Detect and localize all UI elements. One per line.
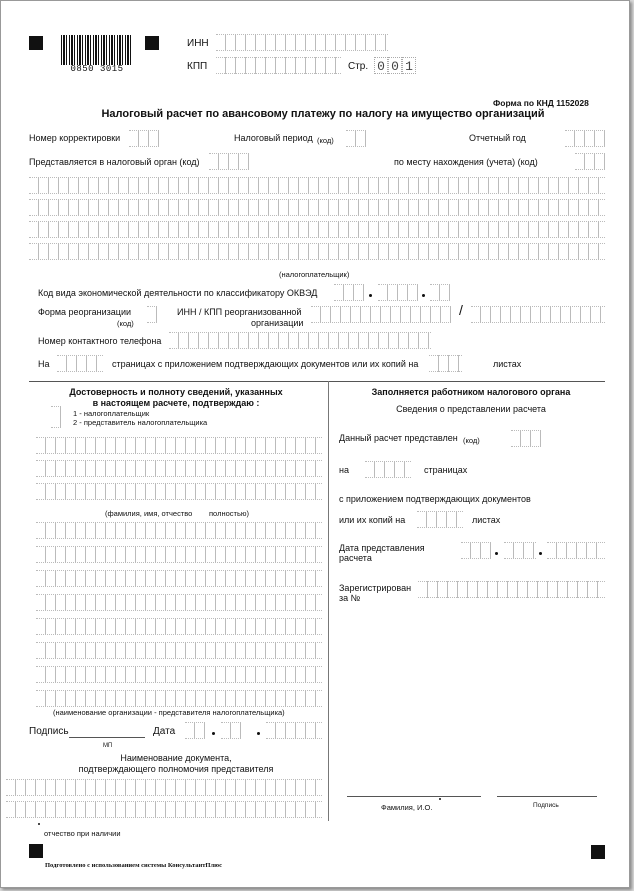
reorg-code-caption: (код) [117,319,134,328]
page-digit: 0 [388,57,402,74]
submit-date-day[interactable] [461,542,491,559]
page-number-field[interactable] [374,57,416,74]
slash-separator: / [459,302,463,318]
barcode-number: 0850 3015 [70,64,124,74]
year-field[interactable] [565,130,605,147]
pages-count-field[interactable] [57,355,103,372]
kpp-label: КПП [187,61,208,72]
on-label: На [38,359,50,369]
reorg-form-field[interactable] [147,306,157,323]
reorg-inn-field[interactable] [311,306,451,323]
taxpayer-name-row[interactable] [29,221,605,238]
fio-signature-line[interactable] [347,796,481,797]
section-divider [29,381,605,382]
doc-name-row[interactable] [6,779,322,796]
corner-marker-top-right [145,36,159,50]
okved-label: Код вида экономической деятельности по классификатору ОКВЭД [38,288,318,298]
fio-caption: (фамилия, имя, отчество [105,509,193,518]
page-label: Стр. [348,61,369,72]
org-name-row[interactable] [36,618,322,635]
submitted-label: Данный расчет представлен [339,433,458,443]
doc-name-row[interactable] [6,801,322,818]
barcode-image [61,35,133,65]
org-name-row[interactable] [36,522,322,539]
taxpayer-name-row[interactable] [29,199,605,216]
sheets-label: листах [493,359,522,369]
org-name-row[interactable] [36,690,322,707]
or-copies-label: или их копий на [339,515,406,525]
correction-field[interactable] [129,130,159,147]
org-name-row[interactable] [36,546,322,563]
okved-field-1[interactable] [334,284,364,301]
with-docs-label: с приложением подтверждающих документов [339,494,531,504]
kpp-field[interactable] [216,57,341,74]
registered-label: Зарегистрирован [339,583,412,593]
right-pages-label: страницах [424,465,468,475]
right-sheets-label: листах [472,515,501,525]
column-divider [328,381,329,821]
taxpayer-caption: (налогоплательщик) [279,270,350,279]
right-pages-field[interactable] [365,461,411,478]
period-label: Налоговый период [234,133,313,143]
fio-row[interactable] [36,483,322,500]
mp-label: МП [103,743,113,749]
org-name-row[interactable] [36,642,322,659]
phone-label: Номер контактного телефона [38,336,162,346]
org-caption: (наименование организации - представителя налогоплательщика) [53,708,285,717]
authority-label: Представляется в налоговый орган (код) [29,157,200,167]
doc-heading: Наименование документа, [120,753,232,763]
submit-date-year[interactable] [547,542,605,559]
form-title: Налоговый расчет по авансовому платежу по налогу на имущество организаций [101,108,545,120]
sheets-count-field[interactable] [429,355,462,372]
sign-line[interactable] [69,737,145,738]
authority-field[interactable] [209,153,249,170]
confirm-heading-2: в настоящем расчете, подтверждаю : [92,398,260,408]
date-separator [212,732,215,735]
corner-marker-top-left [29,36,43,50]
org-name-row[interactable] [36,594,322,611]
fio-signature-label: Фамилия, И.О. [381,803,433,812]
year-label: Отчетный год [469,133,526,143]
corner-marker-bottom-right [591,845,605,859]
okved-field-2[interactable] [378,284,418,301]
date-month-field[interactable] [221,722,241,739]
footnote-marker [38,823,40,825]
confirm-heading: Достоверность и полноту сведений, указанных [69,387,283,397]
page-digit: 1 [402,57,416,74]
right-on-label: на [339,465,349,475]
taxpayer-name-row[interactable] [29,177,605,194]
okved-separator [422,294,425,297]
sign-label: Подпись [29,726,69,737]
period-field[interactable] [346,130,366,147]
authority-section-heading: Заполняется работником налогового органа [371,387,571,397]
right-sheets-field[interactable] [417,511,463,528]
submitted-code-caption: (код) [463,436,480,445]
phone-field[interactable] [169,332,431,349]
consultant-note: Подготовлено с использованием системы КонсультантПлюс [45,862,222,869]
date-year-field[interactable] [266,722,322,739]
reorg-innkpp-label: ИНН / КПП реорганизованной [177,307,302,317]
submit-date-month[interactable] [504,542,536,559]
footnote-marker [439,798,441,800]
date-day-field[interactable] [185,722,205,739]
signer-option-1: 1 - налогоплательщик [73,409,150,418]
date-separator [257,732,260,735]
page-digit: 0 [374,57,388,74]
date-label: Дата [153,726,176,737]
doc-heading-2: подтверждающего полномочия представителя [78,764,274,774]
period-code-caption: (код) [317,136,334,145]
registration-number-field[interactable] [418,581,605,598]
okved-separator [369,294,372,297]
org-name-row[interactable] [36,666,322,683]
footnote-text: отчество при наличии [44,829,121,838]
registered-label-2: за № [339,593,361,603]
submit-date-label: Дата представления [339,543,425,553]
fio-caption-2: полностью) [209,509,249,518]
date-separator [495,552,498,555]
authority-sign-line[interactable] [497,796,597,797]
okved-field-3[interactable] [430,284,450,301]
correction-label: Номер корректировки [29,133,121,143]
authority-section-subheading: Сведения о представлении расчета [396,404,546,414]
reorg-kpp-field[interactable] [471,306,605,323]
org-name-row[interactable] [36,570,322,587]
inn-label: ИНН [187,38,209,49]
taxpayer-name-row[interactable] [29,243,605,260]
pages-text: страницах с приложением подтверждающих документов или их копий на [112,359,419,369]
submitted-code-field[interactable] [511,430,541,447]
fio-row[interactable] [36,437,322,454]
form-code: Форма по КНД 1152028 [493,98,589,108]
location-label: по месту нахождения (учета) (код) [394,157,538,167]
date-separator [539,552,542,555]
reorg-form-label: Форма реорганизации [38,307,131,317]
inn-field[interactable] [216,34,388,51]
location-field[interactable] [575,153,605,170]
signer-type-field[interactable] [51,406,61,428]
authority-sign-label: Подпись [533,802,559,809]
fio-row[interactable] [36,460,322,477]
signer-option-2: 2 - представитель налогоплательщика [73,418,208,427]
reorg-innkpp-label-2: организации [251,318,304,328]
corner-marker-bottom-left [29,844,43,858]
submit-date-label-2: расчета [339,553,372,563]
